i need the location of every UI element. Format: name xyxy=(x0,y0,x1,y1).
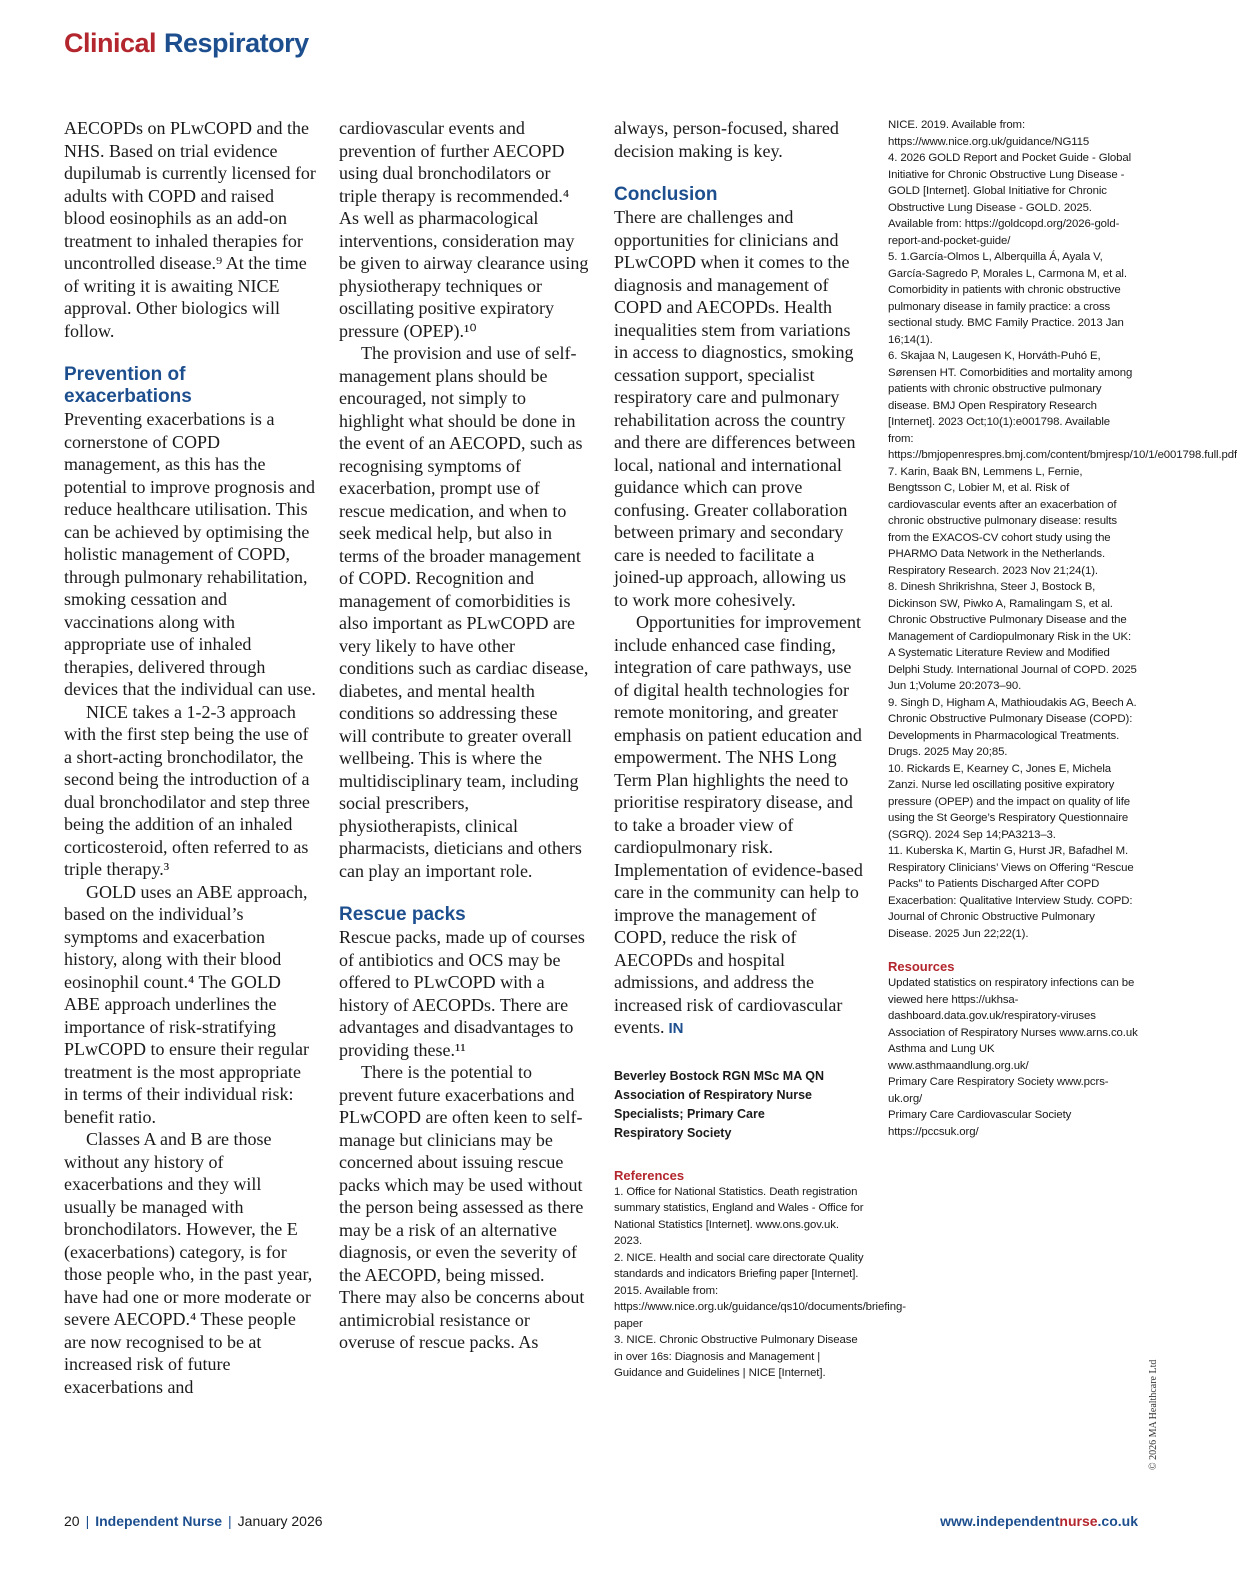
section-heading: Prevention of exacerbations xyxy=(64,364,192,407)
references-heading: References xyxy=(614,1167,685,1183)
section-heading: Rescue packs xyxy=(339,904,466,925)
author-line: Beverley Bostock RGN MSc MA QN xyxy=(614,1068,825,1083)
end-mark: IN xyxy=(668,1020,684,1037)
copyright-notice: © 2026 MA Healthcare Ltd xyxy=(1148,1359,1159,1470)
reference-item: 9. Singh D, Higham A, Mathioudakis AG, Beech A. Chronic Obstructive Pulmonary Disease (COPD): Developments in Pharmacological Treatments. Drugs. 2025 May 20;85. xyxy=(888,696,1137,758)
author-line: Association of Respiratory Nurse xyxy=(614,1087,812,1102)
paragraph xyxy=(614,611,864,1041)
resources-heading: Resources xyxy=(888,959,955,974)
paragraph: The provision and use of self-management plans should be encouraged, not simply to highlight what should be done in the event of an AECOPD, such as recognising symptoms of exacerbation, prompt use of rescue medication, and when to seek medical help, but also in terms of the broader management of COPD. Recognition and management of comorbidities is also important as PLwCOPD are very likely to have other conditions such as cardiac disease, diabetes, and mental health conditions so addressing these will contribute to greater overall wellbeing. This is where the multidisciplinary team, including social prescribers, physiotherapists, clinical pharmacists, dieticians and others can play an important role. xyxy=(339,343,589,881)
paragraph: There are challenges and opportunities for clinicians and PLwCOPD when it comes to the diagnosis and management of COPD and AECOPDs. Health inequalities stem from variations in access to diagnostics, smoking cessation support, specialist respiratory care and pulmonary rehabilitation across the country and there are differences between local, national and international guidance which can prove confusing. Greater collaboration between primary and secondary care is needed to facilitate a joined-up approach, allowing us to work more cohesively. xyxy=(614,207,856,610)
article-column-2 xyxy=(339,117,589,1354)
paragraph: always, person-focused, shared decision making is key. xyxy=(614,118,839,161)
resource-item: Updated statistics on respiratory infections can be viewed here https://ukhsa-dashboard.data.gov.uk/respiratory-viruses xyxy=(888,977,1135,1022)
reference-item: 8. Dinesh Shrikrishna, Steer J, Bostock B, Dickinson SW, Piwko A, Ramalingam S, et al. Chronic Obstructive Pulmonary Disease and the Management of Cardiopulmonary Risk in the UK: A Systematic Literature Review and Modified Delphi Study. International Journal of COPD. 2025 Jun 1;Volume 20:2073–90. xyxy=(888,581,1137,692)
footer-left xyxy=(64,1513,323,1529)
paragraph: Classes A and B are those without any history of exacerbations and they will usually be managed with bronchodilators. However, the E (exacerbations) category, is for those people who, in the past year, have had one or more moderate or severe AECOPD.⁴ These people are now recognised to be at increased risk of future exacerbations and xyxy=(64,1129,313,1397)
resource-item: Primary Care Respiratory Society www.pcrs-uk.org/ xyxy=(888,1076,1109,1105)
issue-date: January 2026 xyxy=(237,1513,323,1529)
author-line: Respiratory Society xyxy=(614,1125,732,1140)
paragraph: cardiovascular events and prevention of further AECOPD using dual bronchodilators or triple therapy is recommended.⁴ As well as pharmacological interventions, consideration may be given to airway clearance using physiotherapy techniques or oscillating positive expiratory pressure (OPEP).¹⁰ xyxy=(339,118,589,341)
paragraph-text: Opportunities for improvement include enhanced case finding, integration of care pathways, use of digital health technologies for remote monitoring, and greater emphasis on patient education and empowerment. The NHS Long Term Plan highlights the need to prioritise respiratory disease, and to take a broader view of cardiopulmonary risk. Implementation of evidence-based care in the community can help to improve the management of COPD, reduce the risk of AECOPDs and hospital admissions, and address the increased risk of cardiovascular events. xyxy=(614,612,863,1037)
reference-item: 11. Kuberska K, Martin G, Hurst JR, Bafadhel M. Respiratory Clinicians’ Views on Offering “Rescue Packs” to Patients Discharged After COPD Exacerbation: Qualitative Interview Study. COPD: Journal of Chronic Obstructive Pulmonary Disease. 2025 Jun 22;22(1). xyxy=(888,845,1134,940)
page-footer xyxy=(64,1513,1138,1529)
divider: | xyxy=(85,1513,90,1529)
magazine-name-part: Nurse xyxy=(182,1513,223,1529)
conclusion-heading: Conclusion xyxy=(614,184,718,205)
article-column-1 xyxy=(64,117,316,1398)
reference-item: 10. Rickards E, Kearney C, Jones E, Michela Zanzi. Nurse led oscillating positive expiratory pressure (OPEP) and the impact on quality of life using the St George’s Respiratory Questionnaire (SGRQ). 2024 Sep 14;PA3213–3. xyxy=(888,762,1131,841)
reference-item: 5. 1.García-Olmos L, Alberquilla Á, Ayala V, García-Sagredo P, Morales L, Carmona M, et al. Comorbidity in patients with chronic obstructive pulmonary disease in family practice: a cross sectional study. BMC Family Practice. 2013 Jan 16;14(1). xyxy=(888,251,1127,346)
resource-item: Primary Care Cardiovascular Society https://pccsuk.org/ xyxy=(888,1109,1072,1138)
url-part: www.independent xyxy=(940,1513,1060,1529)
author-line: Specialists; Primary Care xyxy=(614,1106,765,1121)
paragraph: Rescue packs, made up of courses of antibiotics and OCS may be offered to PLwCOPD with a history of AECOPDs. There are advantages and disadvantages to providing these.¹¹ xyxy=(339,927,585,1060)
magazine-name-part: Independent xyxy=(95,1513,179,1529)
paragraph: GOLD uses an ABE approach, based on the individual’s symptoms and exacerbation history, along with their blood eosinophil count.⁴ The GOLD ABE approach underlines the importance of risk-stratifying PLwCOPD to ensure their regular treatment is the most appropriate in terms of their individual risk: benefit ratio. xyxy=(64,881,309,1127)
resource-item: Asthma and Lung UK www.asthmaandlung.org.uk/ xyxy=(888,1043,1029,1072)
page-number: 20 xyxy=(64,1513,80,1529)
website-link[interactable] xyxy=(940,1513,1138,1529)
paragraph: Preventing exacerbations is a cornerstone of COPD management, as this has the potential to improve prognosis and reduce healthcare utilisation. This can be achieved by optimising the holistic management of COPD, through pulmonary rehabilitation, smoking cessation and vaccinations along with appropriate use of inhaled therapies, delivered through devices that the individual can use. xyxy=(64,409,316,699)
reference-item: NICE. 2019. Available from: https://www.nice.org.uk/guidance/NG115 xyxy=(888,119,1090,148)
resource-item: Association of Respiratory Nurses www.arns.co.uk xyxy=(888,1026,1138,1039)
divider: | xyxy=(228,1513,232,1529)
paragraph: There is the potential to prevent future exacerbations and PLwCOPD are often keen to self-manage but clinicians may be concerned about issuing rescue packs which may be used without the person being assessed as there may be a risk of an alternative diagnosis, or even the severity of the AECOPD, being missed. There may also be concerns about antimicrobial resistance or overuse of rescue packs. As xyxy=(339,1062,585,1352)
author-block xyxy=(614,1067,864,1143)
paragraph: NICE takes a 1-2-3 approach with the first step being the use of a short-acting bronchodilator, the second being the introduction of a dual bronchodilator and step three being the addition of an inhaled corticosteroid, often referred to as triple therapy.³ xyxy=(64,701,310,879)
page-header xyxy=(64,28,309,59)
url-part: nurse xyxy=(1059,1513,1098,1529)
reference-item: 7. Karin, Baak BN, Lemmens L, Fernie, Bengtsson C, Lobier M, et al. Risk of cardiovascular events after an exacerbation of chronic obstructive pulmonary disease: results from the EXACOS-CV cohort study using the PHARMO Data Network in the Netherlands. Respiratory Research. 2023 Nov 21;24(1). xyxy=(888,465,1118,577)
reference-item: 3. NICE. Chronic Obstructive Pulmonary Disease in over 16s: Diagnosis and Management | Guidance and Guidelines | NICE [Internet]. xyxy=(614,1334,858,1379)
paragraph: AECOPDs on PLwCOPD and the NHS. Based on trial evidence dupilumab is currently licensed for adults with COPD and raised blood eosinophils as an add-on treatment to inhaled therapies for uncontrolled disease.⁹ At the time of writing it is awaiting NICE approval. Other biologics will follow. xyxy=(64,118,316,341)
reference-item: 4. 2026 GOLD Report and Pocket Guide - Global Initiative for Chronic Obstructive Lung Disease - GOLD [Internet]. Global Initiative for Chronic Obstructive Lung Disease - GOLD. 2025. Available from: https://goldcopd.org/2026-gold-report-and-pocket-guide/ xyxy=(888,152,1132,247)
subsection-label: Respiratory xyxy=(164,28,309,58)
url-part: .co.uk xyxy=(1097,1513,1138,1529)
reference-item: 6. Skajaa N, Laugesen K, Horváth-Puhó E, Sørensen HT. Comorbidities and mortality among patients with chronic obstructive pulmonary disease. BMJ Open Respiratory Research [Internet]. 2023 Oct;10(1):e001798. Available from: https://bmjopenrespres.bmj.com/content/bmjresp/10/1/e001798.full.pdf xyxy=(888,350,1237,461)
reference-item: 1. Office for National Statistics. Death registration summary statistics, England and Wales - Office for National Statistics [Internet]. www.ons.gov.uk. 2023. xyxy=(614,1185,864,1247)
section-label: Clinical xyxy=(64,28,157,58)
references-column xyxy=(888,117,1237,1140)
article-column-3 xyxy=(614,117,906,1382)
reference-item: 2. NICE. Health and social care directorate Quality standards and indicators Briefing paper [Internet]. 2015. Available from: https://www.nice.org.uk/guidance/qs10/documents/briefing-paper xyxy=(614,1251,906,1330)
